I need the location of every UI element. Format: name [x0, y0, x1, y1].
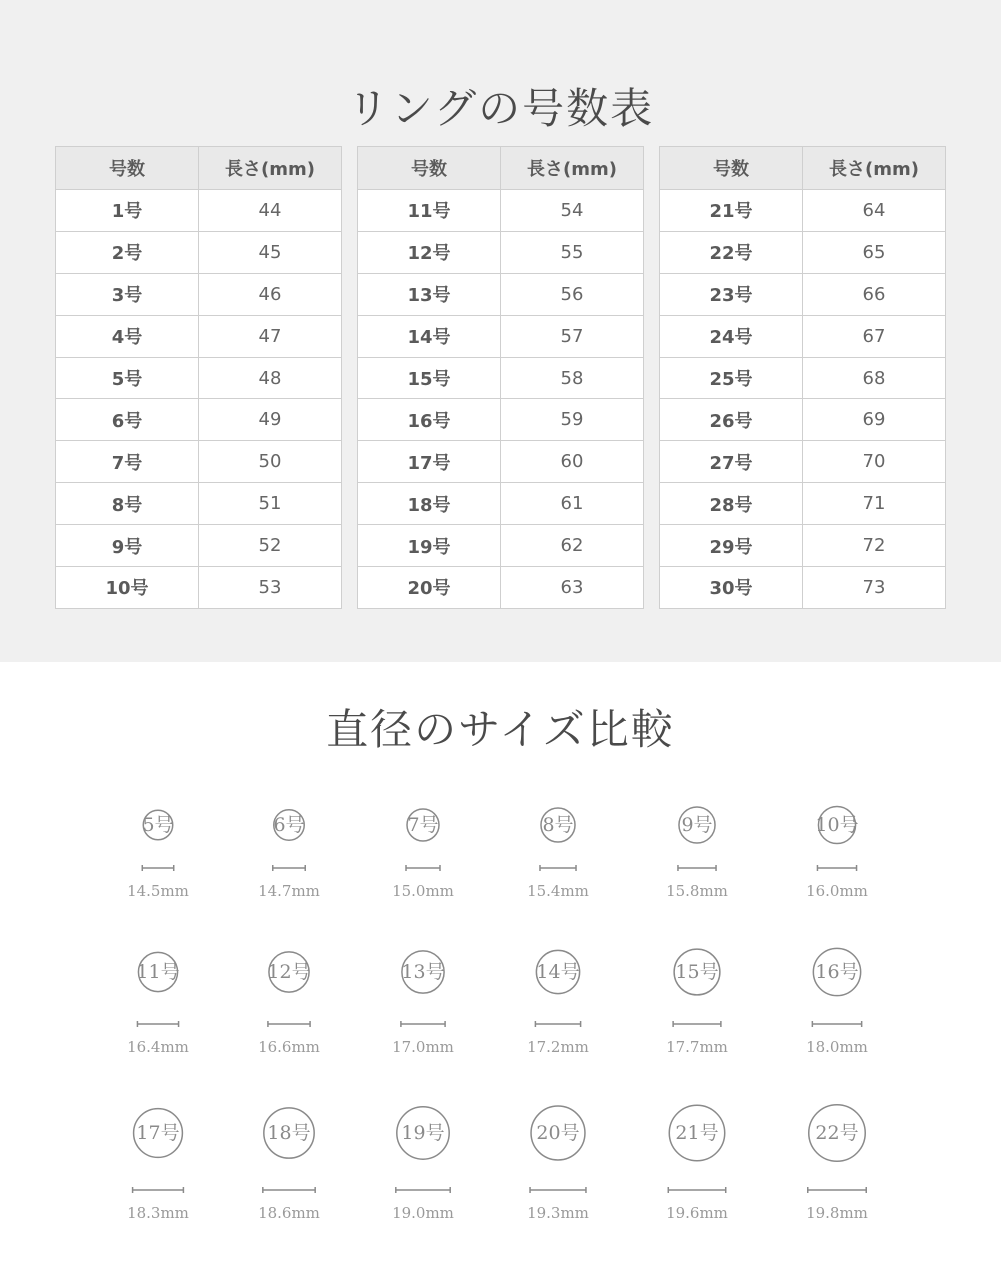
length-cell: 53	[199, 567, 342, 609]
table-row	[56, 567, 342, 609]
length-cell: 58	[501, 357, 644, 399]
size-cell: 13号	[358, 273, 501, 315]
table-row	[660, 483, 946, 525]
table-row	[358, 315, 644, 357]
table-row	[358, 441, 644, 483]
length-cell: 51	[199, 483, 342, 525]
table-row	[358, 357, 644, 399]
table-row	[56, 231, 342, 273]
length-cell: 60	[501, 441, 644, 483]
diameter-label: 17.7mm	[666, 1038, 728, 1056]
ring-size-label: 9号	[681, 814, 713, 836]
length-cell: 61	[501, 483, 644, 525]
table-row	[660, 273, 946, 315]
size-cell: 11号	[358, 190, 501, 232]
size-cell: 26号	[660, 399, 803, 441]
size-cell: 9号	[56, 525, 199, 567]
ring-size-label: 19号	[401, 1122, 445, 1144]
diameter-label: 15.0mm	[392, 882, 454, 900]
diameter-label: 19.0mm	[392, 1204, 454, 1222]
ring-size-label: 8号	[542, 814, 574, 836]
table-row	[358, 273, 644, 315]
size-cell: 30号	[660, 567, 803, 609]
length-cell: 52	[199, 525, 342, 567]
length-cell: 69	[803, 399, 946, 441]
length-cell: 47	[199, 315, 342, 357]
table-header-row	[56, 147, 342, 190]
size-cell: 15号	[358, 357, 501, 399]
length-cell: 44	[199, 190, 342, 232]
size-cell: 6号	[56, 399, 199, 441]
length-cell: 72	[803, 525, 946, 567]
size-cell: 24号	[660, 315, 803, 357]
length-cell: 56	[501, 273, 644, 315]
diameter-label: 19.6mm	[666, 1204, 728, 1222]
length-cell: 68	[803, 357, 946, 399]
size-cell: 10号	[56, 567, 199, 609]
diameter-label: 19.8mm	[806, 1204, 868, 1222]
length-cell: 70	[803, 441, 946, 483]
length-cell: 45	[199, 231, 342, 273]
table-row	[358, 399, 644, 441]
size-cell: 21号	[660, 190, 803, 232]
column-header-size: 号数	[56, 147, 199, 190]
column-header-length: 長さ(mm)	[803, 147, 946, 190]
size-cell: 7号	[56, 441, 199, 483]
table-row	[56, 525, 342, 567]
table-row	[56, 441, 342, 483]
length-cell: 71	[803, 483, 946, 525]
table-row	[358, 483, 644, 525]
size-cell: 14号	[358, 315, 501, 357]
diameter-label: 18.6mm	[258, 1204, 320, 1222]
size-cell: 3号	[56, 273, 199, 315]
section-title-comparison: 直径のサイズ比較	[326, 705, 675, 754]
ring-size-label: 6号	[273, 814, 305, 836]
diameter-label: 18.3mm	[127, 1204, 189, 1222]
table-row	[660, 441, 946, 483]
diameter-label: 16.0mm	[806, 882, 868, 900]
table-row	[660, 231, 946, 273]
table-row	[56, 190, 342, 232]
ring-size-label: 22号	[815, 1122, 859, 1144]
size-cell: 2号	[56, 231, 199, 273]
ring-size-label: 18号	[267, 1122, 311, 1144]
size-cell: 19号	[358, 525, 501, 567]
diameter-label: 19.3mm	[527, 1204, 589, 1222]
length-cell: 46	[199, 273, 342, 315]
table-row	[660, 315, 946, 357]
column-header-size: 号数	[660, 147, 803, 190]
column-header-length: 長さ(mm)	[501, 147, 644, 190]
length-cell: 55	[501, 231, 644, 273]
size-cell: 12号	[358, 231, 501, 273]
size-cell: 16号	[358, 399, 501, 441]
table-row	[358, 567, 644, 609]
size-cell: 28号	[660, 483, 803, 525]
size-cell: 29号	[660, 525, 803, 567]
page-title: リングの号数表	[346, 84, 655, 133]
diameter-label: 17.2mm	[527, 1038, 589, 1056]
diameter-label: 17.0mm	[392, 1038, 454, 1056]
length-cell: 49	[199, 399, 342, 441]
length-cell: 66	[803, 273, 946, 315]
table-row	[660, 190, 946, 232]
size-cell: 20号	[358, 567, 501, 609]
ring-size-label: 12号	[267, 961, 311, 983]
ring-size-label: 17号	[136, 1122, 180, 1144]
table-header-row	[358, 147, 644, 190]
table-row	[56, 399, 342, 441]
length-cell: 65	[803, 231, 946, 273]
size-cell: 4号	[56, 315, 199, 357]
diameter-label: 15.8mm	[666, 882, 728, 900]
ring-size-label: 13号	[401, 961, 445, 983]
length-cell: 57	[501, 315, 644, 357]
length-cell: 64	[803, 190, 946, 232]
table-row	[56, 357, 342, 399]
size-table-2	[357, 146, 644, 609]
ring-size-label: 11号	[136, 961, 180, 983]
table-row	[56, 483, 342, 525]
ring-size-label: 21号	[675, 1122, 719, 1144]
length-cell: 50	[199, 441, 342, 483]
size-cell: 17号	[358, 441, 501, 483]
table-row	[660, 357, 946, 399]
table-row	[660, 567, 946, 609]
size-cell: 27号	[660, 441, 803, 483]
table-row	[660, 399, 946, 441]
size-cell: 23号	[660, 273, 803, 315]
table-row	[358, 525, 644, 567]
size-cell: 25号	[660, 357, 803, 399]
column-header-length: 長さ(mm)	[199, 147, 342, 190]
ring-size-label: 20号	[536, 1122, 580, 1144]
length-cell: 63	[501, 567, 644, 609]
ring-size-label: 16号	[815, 961, 859, 983]
size-cell: 1号	[56, 190, 199, 232]
diameter-label: 14.7mm	[258, 882, 320, 900]
table-row	[660, 525, 946, 567]
length-cell: 54	[501, 190, 644, 232]
ring-size-label: 7号	[407, 814, 439, 836]
size-table-3	[659, 146, 946, 609]
table-row	[56, 315, 342, 357]
ring-size-label: 14号	[536, 961, 580, 983]
diameter-label: 16.6mm	[258, 1038, 320, 1056]
length-cell: 67	[803, 315, 946, 357]
length-cell: 62	[501, 525, 644, 567]
ring-size-label: 15号	[675, 961, 719, 983]
ring-size-label: 5号	[142, 814, 174, 836]
ring-diameter-diagram	[0, 760, 1001, 1260]
diameter-label: 14.5mm	[127, 882, 189, 900]
table-row	[56, 273, 342, 315]
length-cell: 48	[199, 357, 342, 399]
table-header-row	[660, 147, 946, 190]
size-table-1	[55, 146, 342, 609]
size-cell: 22号	[660, 231, 803, 273]
length-cell: 59	[501, 399, 644, 441]
diameter-label: 18.0mm	[806, 1038, 868, 1056]
size-cell: 8号	[56, 483, 199, 525]
size-cell: 18号	[358, 483, 501, 525]
table-row	[358, 231, 644, 273]
diameter-label: 15.4mm	[527, 882, 589, 900]
table-row	[358, 190, 644, 232]
size-cell: 5号	[56, 357, 199, 399]
diameter-label: 16.4mm	[127, 1038, 189, 1056]
length-cell: 73	[803, 567, 946, 609]
column-header-size: 号数	[358, 147, 501, 190]
ring-size-label: 10号	[815, 814, 859, 836]
